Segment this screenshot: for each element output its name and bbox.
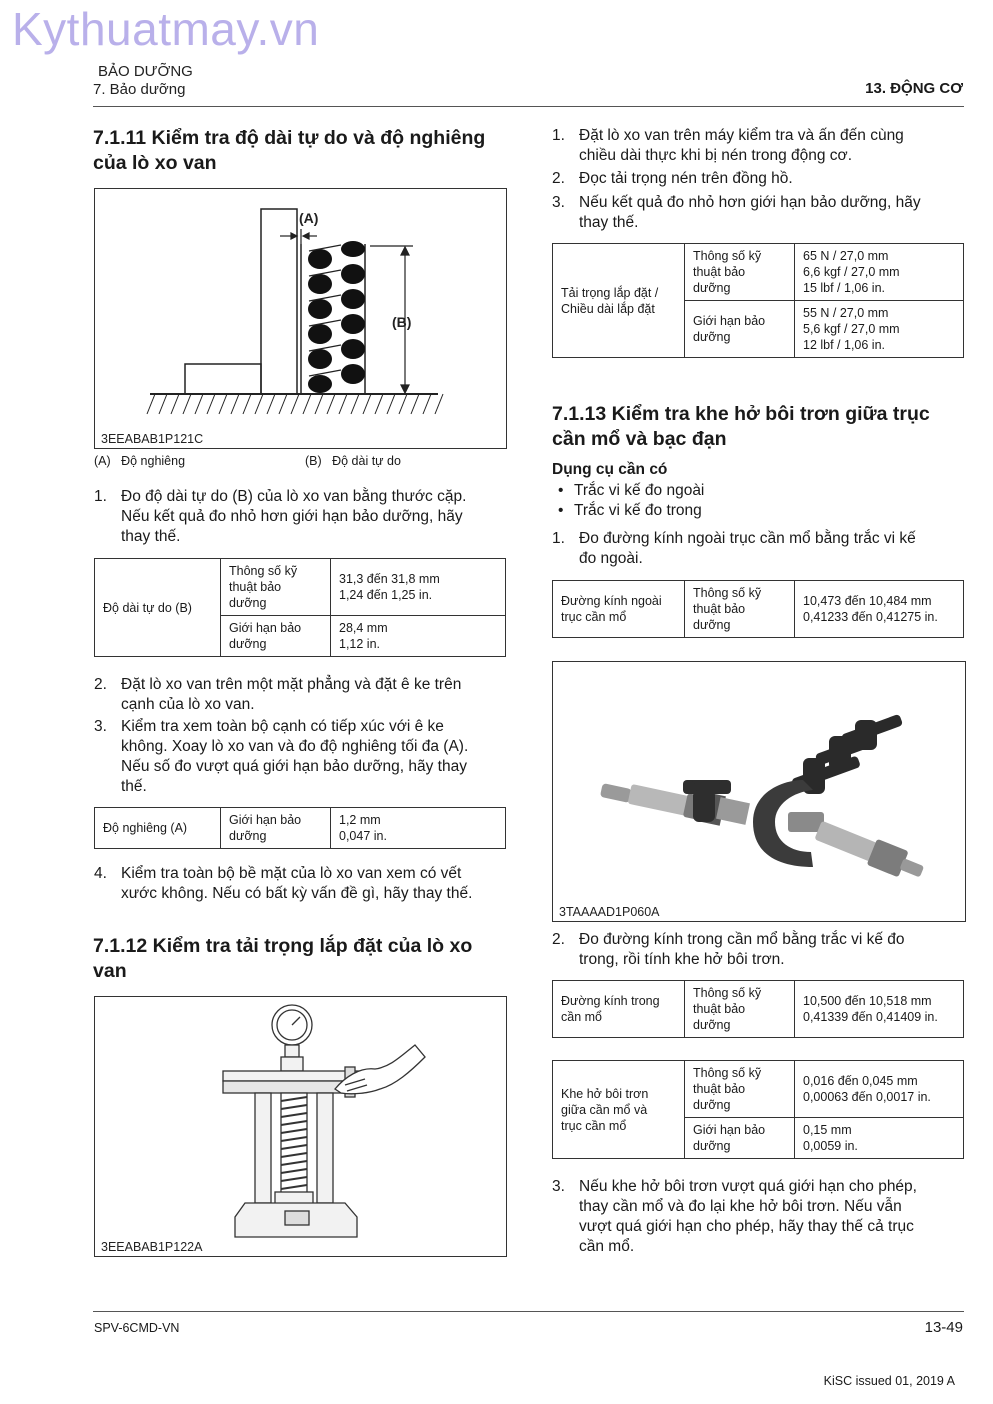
step-number: 2. <box>552 931 565 948</box>
footer-doc-code: SPV-6CMD-VN <box>94 1321 180 1335</box>
fig-label-b: (B) <box>392 314 412 330</box>
title-line: 7.1.13 Kiểm tra khe hở bôi trơn giữa trục <box>552 403 930 425</box>
step-line: không. Xoay lò xo van và đo độ nghiêng tối đa (A). <box>121 738 469 755</box>
s3-step-3 <box>552 1177 964 1257</box>
title-line: van <box>93 960 127 982</box>
step-line: Nếu số đo vượt quá giới hạn bảo dưỡng, hãy thay <box>121 758 467 775</box>
title-line: của lò xo van <box>93 152 217 174</box>
step-line: cần mổ. <box>579 1238 635 1255</box>
figure-code: 3EEABAB1P122A <box>101 1240 203 1254</box>
tool-item <box>552 501 702 521</box>
micrometer-photo <box>552 661 966 922</box>
tool-text: Trắc vi kế đo trong <box>574 502 702 519</box>
step-2-place-spring <box>94 675 506 715</box>
step-number: 3. <box>552 1178 565 1195</box>
section-title-7-1-11 <box>93 126 485 176</box>
header-subsection: 7. Bảo dưỡng <box>93 81 186 98</box>
spring-square-diagram <box>95 189 506 448</box>
spec-value: 0,15 mm 0,0059 in. <box>795 1118 964 1159</box>
header-chapter: 13. ĐỘNG CƠ <box>865 80 963 97</box>
caption-text: Độ nghiêng <box>121 454 186 468</box>
spec-value: 0,016 đến 0,045 mm 0,00063 đến 0,0017 in. <box>795 1061 964 1118</box>
squareness-spec-table <box>94 807 506 849</box>
free-length-spec-table <box>94 558 506 657</box>
step-3-check-squareness <box>94 717 506 797</box>
step-number: 1. <box>94 488 107 505</box>
step-4-check-surface <box>94 864 506 904</box>
spec-key: Giới hạn bảo dưỡng <box>221 616 331 657</box>
step-line: vượt quá giới hạn cho phép, hãy thay thế cả trục <box>579 1218 914 1235</box>
s2-step-2 <box>552 169 964 189</box>
step-line: thay thế. <box>121 528 181 545</box>
step-line: xước không. Nếu có bất kỳ vấn đề gì, hãy thay thế. <box>121 885 473 902</box>
section-title-7-1-12 <box>93 934 472 984</box>
watermark-text: Kythuatmay.vn <box>12 3 320 55</box>
step-line: Kiểm tra xem toàn bộ cạnh có tiếp xúc với ê ke <box>121 718 444 735</box>
caption-key: (B) <box>305 454 322 468</box>
fig-label-a: (A) <box>299 210 319 226</box>
spring-tester-figure <box>94 996 507 1257</box>
shaft-od-spec-table <box>552 580 964 638</box>
step-line: Đo độ dài tự do (B) của lò xo van bằng thước cặp. <box>121 488 467 505</box>
step-number: 1. <box>552 127 565 144</box>
caption-b <box>305 454 401 468</box>
spec-key: Giới hạn bảo dưỡng <box>221 808 331 849</box>
spec-label: Tải trọng lắp đặt / Chiều dài lắp đặt <box>553 244 685 358</box>
s3-step-2 <box>552 930 964 970</box>
step-line: Đặt lò xo van trên máy kiểm tra và ấn đến cùng <box>579 127 904 144</box>
oil-clearance-spec-table <box>552 1060 964 1159</box>
step-number: 3. <box>94 718 107 735</box>
caption-text: Độ dài tự do <box>332 454 401 468</box>
spec-value: 10,500 đến 10,518 mm 0,41339 đến 0,41409 in. <box>795 981 964 1038</box>
title-line: 7.1.11 Kiểm tra độ dài tự do và độ nghiêng <box>93 127 486 149</box>
spec-label: Khe hở bôi trơn giữa cần mổ và trục cần mổ <box>553 1061 685 1159</box>
step-line: thay thế. <box>579 214 639 231</box>
s2-step-3 <box>552 193 964 233</box>
title-line: 7.1.12 Kiểm tra tải trọng lắp đặt của lò xo <box>93 935 473 957</box>
title-line: cần mổ và bạc đạn <box>552 428 727 450</box>
rocker-arm-id-spec-table <box>552 980 964 1038</box>
caption-a <box>94 454 185 468</box>
footer-page-number: 13-49 <box>924 1319 963 1336</box>
spec-value: 10,473 đến 10,484 mm 0,41233 đến 0,41275 in. <box>795 581 964 638</box>
spring-tester-drawing <box>95 997 506 1256</box>
step-line: Nếu kết quả đo nhỏ hơn giới hạn bảo dưỡng, hãy <box>121 508 463 525</box>
spec-value: 55 N / 27,0 mm 5,6 kgf / 27,0 mm 12 lbf / 1,06 in. <box>795 301 964 358</box>
step-1-free-length <box>94 487 506 547</box>
spec-label: Độ dài tự do (B) <box>95 559 221 657</box>
figure-code: 3TAAAAD1P060A <box>559 905 660 919</box>
s3-step-1 <box>552 529 964 569</box>
step-line: Kiểm tra toàn bộ bề mặt của lò xo van xem có vết <box>121 865 462 882</box>
spec-value: 31,3 đến 31,8 mm 1,24 đến 1,25 in. <box>331 559 506 616</box>
step-number: 3. <box>552 194 565 211</box>
footer-rule <box>93 1311 964 1312</box>
header-section: BẢO DƯỠNG <box>98 63 193 80</box>
tool-item <box>552 481 704 501</box>
bullet-icon: • <box>558 502 564 519</box>
tools-heading: Dụng cụ cần có <box>552 461 668 478</box>
step-number: 4. <box>94 865 107 882</box>
step-line: cạnh của lò xo van. <box>121 696 255 713</box>
header-rule <box>93 106 964 107</box>
step-line: Nếu khe hở bôi trơn vượt quá giới hạn cho phép, <box>579 1178 917 1195</box>
footer-issued: KiSC issued 01, 2019 A <box>823 1374 955 1388</box>
step-line: trong, rồi tính khe hở bôi trơn. <box>579 951 785 968</box>
spec-key: Thông số kỹ thuật bảo dưỡng <box>221 559 331 616</box>
step-line: đo ngoài. <box>579 550 643 567</box>
spec-key: Thông số kỹ thuật bảo dưỡng <box>685 581 795 638</box>
step-line: chiều dài thực khi bị nén trong động cơ. <box>579 147 853 164</box>
step-line: Nếu kết quả đo nhỏ hơn giới hạn bảo dưỡng, hãy <box>579 194 921 211</box>
spec-key: Thông số kỹ thuật bảo dưỡng <box>685 981 795 1038</box>
spec-key: Giới hạn bảo dưỡng <box>685 1118 795 1159</box>
step-line: Đọc tải trọng nén trên đồng hồ. <box>579 170 793 187</box>
s2-step-1 <box>552 126 964 166</box>
step-line: Đo đường kính trong cần mổ bằng trắc vi kế đo <box>579 931 905 948</box>
step-number: 2. <box>552 170 565 187</box>
spec-key: Thông số kỹ thuật bảo dưỡng <box>685 1061 795 1118</box>
spec-label: Đường kính ngoài trục cần mổ <box>553 581 685 638</box>
caption-key: (A) <box>94 454 111 468</box>
step-line: Đo đường kính ngoài trục cần mổ bằng trắc vi kế <box>579 530 916 547</box>
step-number: 2. <box>94 676 107 693</box>
micrometer-drawing <box>553 662 965 921</box>
valve-spring-squareness-figure <box>94 188 507 449</box>
figure-code: 3EEABAB1P121C <box>101 432 204 446</box>
step-line: thay cần mổ và đo lại khe hở bôi trơn. Nếu vẫn <box>579 1198 902 1215</box>
spec-value: 1,2 mm 0,047 in. <box>331 808 506 849</box>
step-line: Đặt lò xo van trên một mặt phẳng và đặt ê ke trên <box>121 676 462 693</box>
bullet-icon: • <box>558 482 564 499</box>
step-number: 1. <box>552 530 565 547</box>
tool-text: Trắc vi kế đo ngoài <box>574 482 705 499</box>
spec-value: 28,4 mm 1,12 in. <box>331 616 506 657</box>
spec-label: Độ nghiêng (A) <box>95 808 221 849</box>
spec-key: Giới hạn bảo dưỡng <box>685 301 795 358</box>
step-line: thế. <box>121 778 147 795</box>
spec-label: Đường kính trong cần mổ <box>553 981 685 1038</box>
section-title-7-1-13 <box>552 402 930 452</box>
setting-load-spec-table <box>552 243 964 358</box>
spec-key: Thông số kỹ thuật bảo dưỡng <box>685 244 795 301</box>
spec-value: 65 N / 27,0 mm 6,6 kgf / 27,0 mm 15 lbf / 1,06 in. <box>795 244 964 301</box>
